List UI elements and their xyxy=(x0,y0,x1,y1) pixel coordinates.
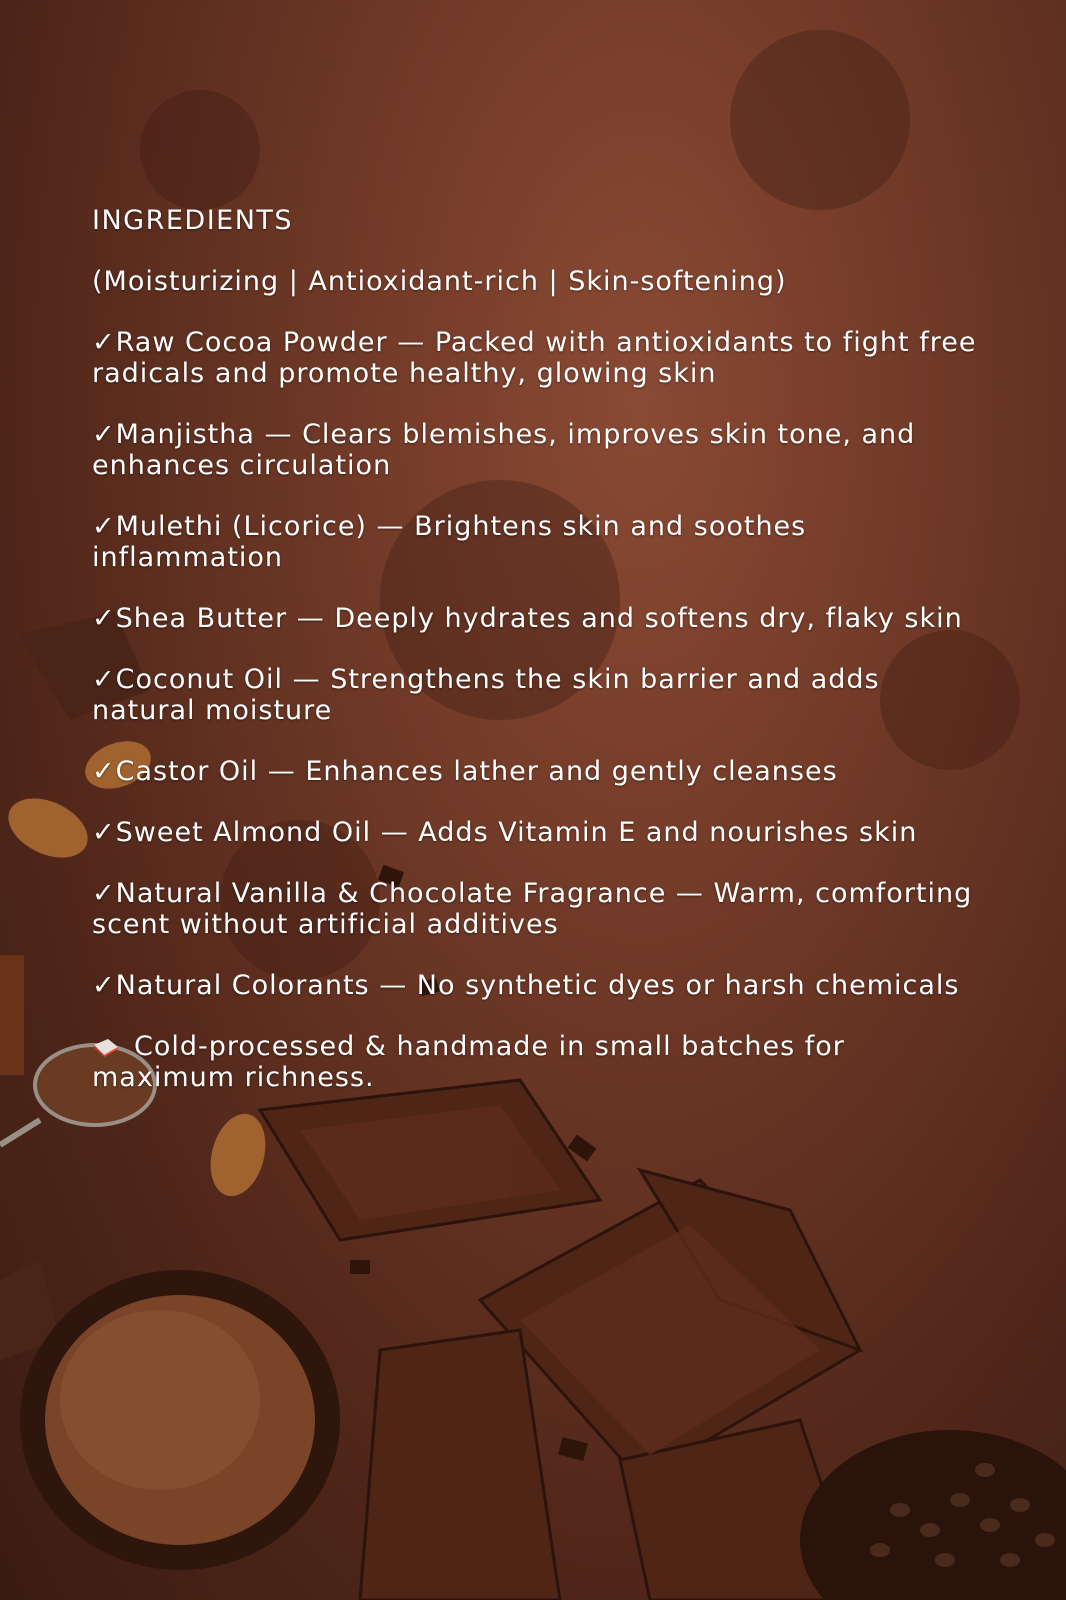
check-icon: ✓ xyxy=(92,756,116,787)
separator: — xyxy=(366,511,415,542)
ingredient-description: Brightens skin and soothes inflammation xyxy=(92,511,807,573)
closing-text: Cold-processed & handmade in small batches for maximum richness. xyxy=(92,1031,845,1093)
ingredient-item xyxy=(92,817,992,848)
ingredient-name: Shea Butter xyxy=(115,603,288,634)
ingredient-description: Deeply hydrates and softens dry, flaky skin xyxy=(334,603,963,634)
ingredient-item xyxy=(92,327,992,389)
ingredient-item xyxy=(92,419,992,481)
ingredient-item xyxy=(92,756,992,787)
separator: — xyxy=(287,603,335,634)
ingredient-description: Strengthens the skin barrier and adds natural moisture xyxy=(92,664,880,726)
cocoa-beans-bowl xyxy=(800,1430,1066,1600)
ingredient-description: No synthetic dyes or harsh chemicals xyxy=(416,970,960,1001)
soap-icon xyxy=(92,1037,120,1057)
separator: — xyxy=(666,878,714,909)
check-icon: ✓ xyxy=(92,603,116,634)
check-icon: ✓ xyxy=(92,970,116,1001)
separator: — xyxy=(258,756,306,787)
check-icon: ✓ xyxy=(92,664,116,695)
check-icon: ✓ xyxy=(92,817,116,848)
cocoa-bowl xyxy=(20,1270,340,1570)
check-icon: ✓ xyxy=(92,327,116,358)
ingredient-description: Clears blemishes, improves skin tone, and enhances circulation xyxy=(92,419,916,481)
separator: — xyxy=(283,664,331,695)
ingredient-item xyxy=(92,664,992,726)
ingredient-description: Packed with antioxidants to fight free radicals and promote healthy, glowing skin xyxy=(92,327,977,389)
check-icon: ✓ xyxy=(92,419,116,450)
ingredient-item xyxy=(92,970,992,1001)
ingredient-item xyxy=(92,878,992,940)
ingredients-panel xyxy=(92,205,992,1093)
ingredient-description: Warm, comforting scent without artificial additives xyxy=(92,878,973,940)
ingredient-name: Natural Colorants xyxy=(115,970,370,1001)
ingredient-name: Castor Oil xyxy=(115,756,259,787)
ingredient-description: Adds Vitamin E and nourishes skin xyxy=(418,817,918,848)
ingredient-name: Natural Vanilla & Chocolate Fragrance xyxy=(115,878,667,909)
separator: — xyxy=(371,817,419,848)
ingredient-name: Sweet Almond Oil xyxy=(115,817,372,848)
ingredients-heading: INGREDIENTS xyxy=(92,205,294,236)
ingredient-name: Raw Cocoa Powder xyxy=(115,327,388,358)
separator: — xyxy=(387,327,435,358)
ingredient-description: Enhances lather and gently cleanses xyxy=(305,756,838,787)
ingredient-item xyxy=(92,511,992,573)
closing-note xyxy=(92,1031,992,1093)
ingredient-name: Mulethi (Licorice) xyxy=(115,511,367,542)
check-icon: ✓ xyxy=(92,878,116,909)
ingredient-name: Coconut Oil xyxy=(115,664,284,695)
cinnamon-stick xyxy=(0,955,24,1075)
ingredient-item xyxy=(92,603,992,634)
separator: — xyxy=(369,970,417,1001)
separator: — xyxy=(254,419,303,450)
ingredient-name: Manjistha xyxy=(115,419,255,450)
ingredients-subtitle: (Moisturizing | Antioxidant-rich | Skin-softening) xyxy=(92,266,787,297)
check-icon: ✓ xyxy=(92,511,116,542)
